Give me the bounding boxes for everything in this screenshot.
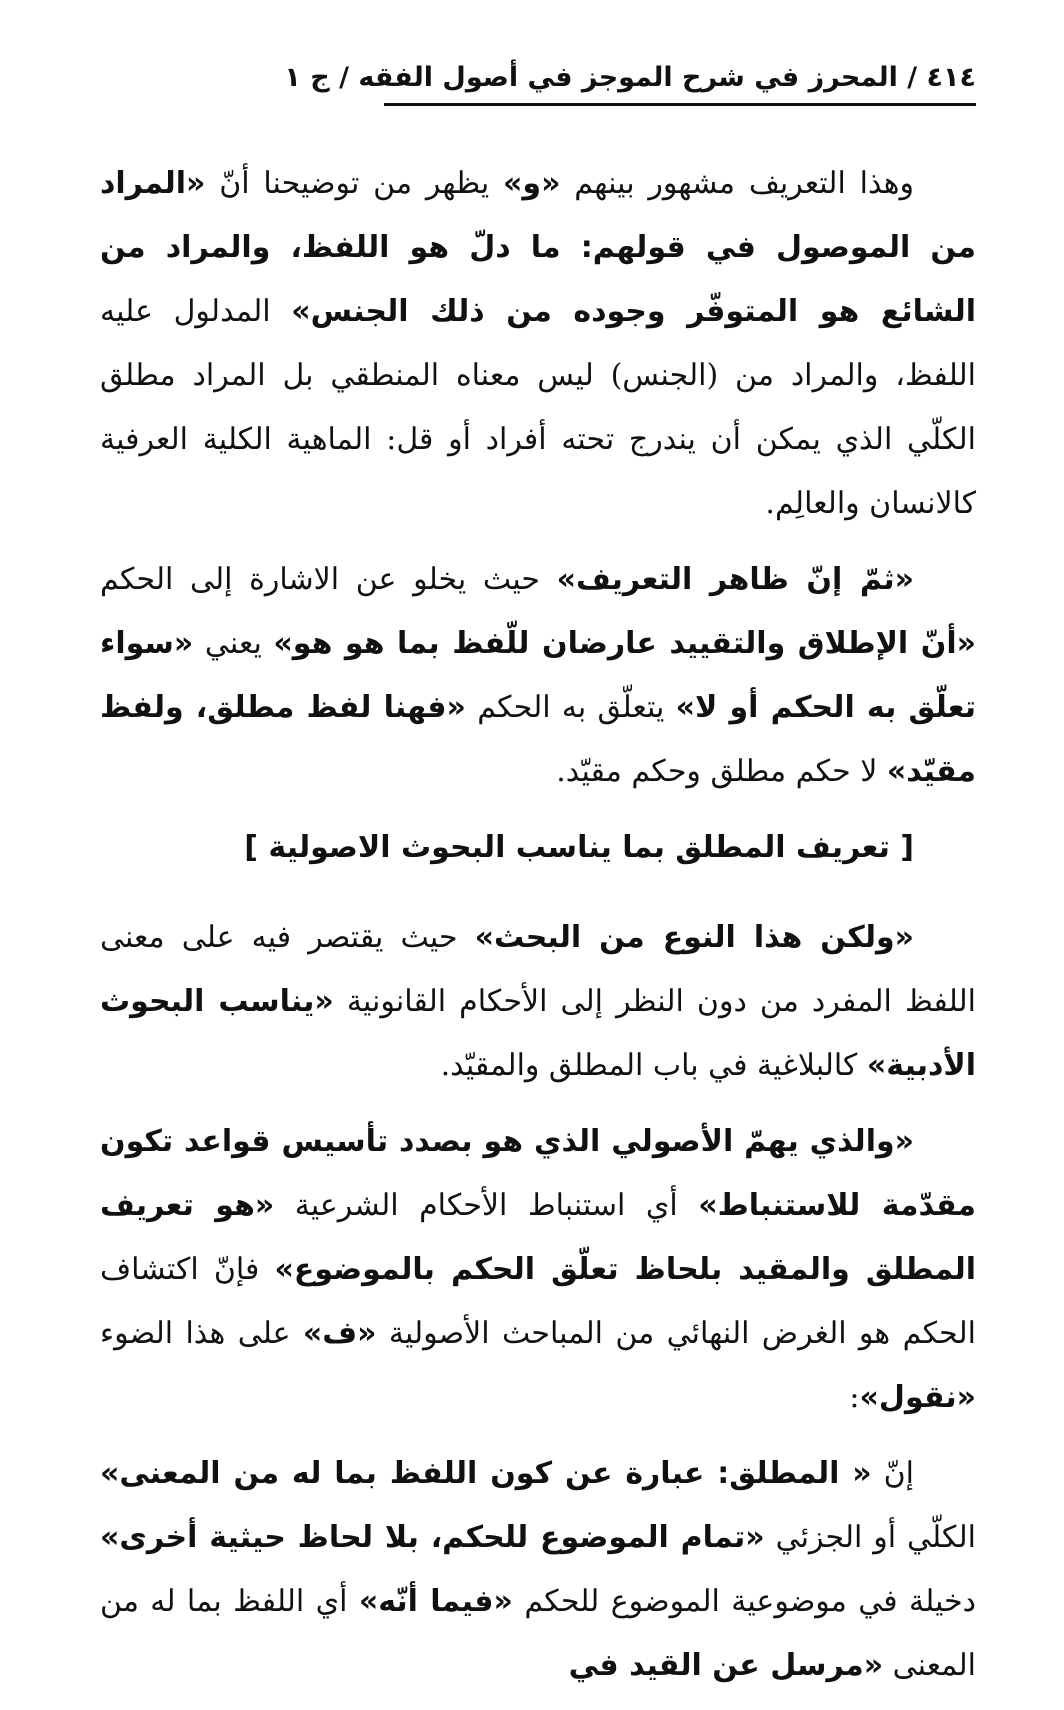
text-run: يعني <box>193 626 274 661</box>
text-run: فإنّ اكتشاف الحكم هو الغرض النهائي من المباحث الأصولية <box>100 1252 976 1351</box>
text-run: كالبلاغية في باب المطلق والمقيّد. <box>440 1048 867 1083</box>
bold-text-run: «أنّ الإطلاق والتقييد عارضان للّفظ بما هو هو» <box>273 626 976 661</box>
bold-text-run: [ تعريف المطلق بما يناسب البحوث الاصولية ] <box>244 830 914 865</box>
paragraph <box>100 548 976 804</box>
bold-text-run: «هو تعريف المطلق والمقيد بلحاظ تعلّق الحكم بالموضوع» <box>100 1188 977 1287</box>
text-run: يتعلّق به الحكم <box>465 690 676 725</box>
text-run: حيث يقتصر فيه على معنى اللفظ المفرد من دون النظر إلى الأحكام القانونية <box>100 920 977 1019</box>
text-run: لا حكم مطلق وحكم مقيّد. <box>556 754 887 789</box>
text-run: الكلّي أو الجزئي <box>764 1520 976 1555</box>
section-heading <box>100 816 976 880</box>
bold-text-run: «سواء تعلّق به الحكم أو لا» <box>100 626 977 725</box>
body-text <box>100 152 976 1710</box>
text-run: يظهر من توضيحنا أنّ <box>205 166 504 201</box>
text-run: حيث يخلو عن الاشارة إلى الحكم <box>100 562 557 597</box>
bold-text-run: «و» <box>503 166 561 201</box>
bold-text-run: «فهنا لفظ مطلق، ولفظ مقيّد» <box>100 690 976 789</box>
text-run: : <box>849 1380 860 1415</box>
text-run: المدلول عليه اللفظ، والمراد من (الجنس) ليس معناه المنطقي بل المراد مطلق الكلّي الذي يمكن أن يندرج تحته أفراد أو قل: الماهية الكلية العرفية كالانسان والعالِم. <box>100 294 976 521</box>
text-run: إنّ <box>871 1456 915 1491</box>
bold-text-run: «تمام الموضوع للحكم، بلا لحاظ حيثية أخرى» <box>100 1520 765 1555</box>
paragraph <box>100 1442 976 1698</box>
bold-text-run: «المراد من الموصول في قولهم: ما دلّ هو اللفظ، والمراد من الشائع هو المتوفّر وجوده من ذلك الجنس» <box>100 166 976 329</box>
bold-text-run: «ف» <box>302 1316 377 1351</box>
text-run: وهذا التعريف مشهور بينهم <box>560 166 914 201</box>
bold-text-run: « المطلق: عبارة عن كون اللفظ بما له من المعنى» <box>100 1456 872 1491</box>
bold-text-run: «يناسب البحوث الأدبية» <box>100 984 976 1083</box>
bold-text-run: «مرسل عن القيد في <box>568 1648 884 1683</box>
bold-text-run: «نقول» <box>859 1380 976 1415</box>
paragraph <box>100 906 976 1098</box>
bold-text-run: «ثمّ إنّ ظاهر التعريف» <box>556 562 915 597</box>
text-run: أي اللفظ بما له من المعنى <box>100 1584 976 1683</box>
text-run: على هذا الضوء <box>100 1316 303 1351</box>
bold-text-run: «فيما أنّه» <box>358 1584 513 1619</box>
text-run: دخيلة في موضوعية الموضوع للحكم <box>512 1584 976 1619</box>
paragraph <box>100 152 976 536</box>
header-rule <box>384 103 976 106</box>
running-header: ٤١٤ / المحرز في شرح الموجز في أصول الفقه / ج ١ <box>284 62 976 93</box>
bold-text-run: «ولكن هذا النوع من البحث» <box>474 920 914 955</box>
paragraph <box>100 1110 976 1430</box>
bold-text-run: «والذي يهمّ الأصولي الذي هو بصدد تأسيس قواعد تكون مقدّمة للاستنباط» <box>100 1124 976 1223</box>
text-run: أي استنباط الأحكام الشرعية <box>274 1188 699 1223</box>
